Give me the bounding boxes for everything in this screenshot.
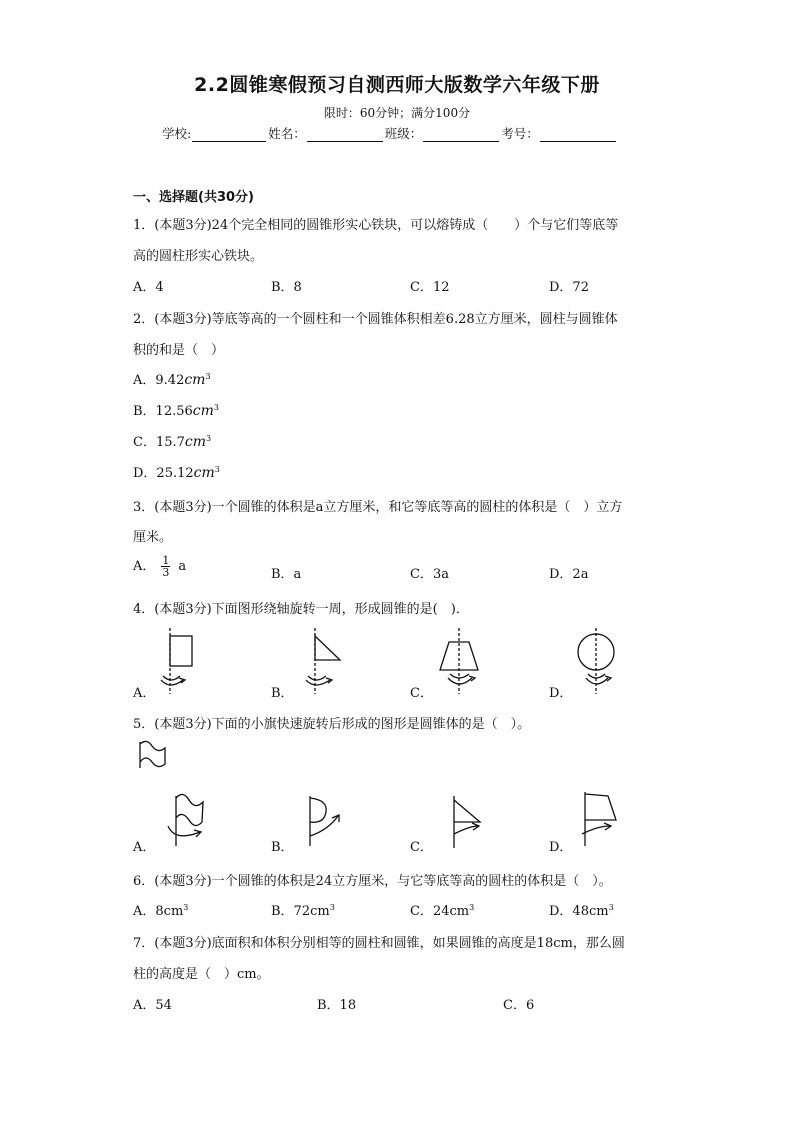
q7-stem-line1: 7．(本题3分)底面积和体积分别相等的圆柱和圆锥，如果圆锥的高度是18cm，那么圆 bbox=[133, 936, 625, 951]
small-flag-icon bbox=[138, 740, 168, 770]
name-blank[interactable] bbox=[307, 129, 383, 142]
q6-option-b[interactable]: B．$72cm^3$ bbox=[271, 903, 335, 919]
q7-option-a[interactable]: A．54 bbox=[133, 998, 172, 1013]
q4-option-a[interactable]: A． bbox=[133, 686, 156, 701]
q2-stem-line2: 积的和是（ ） bbox=[133, 343, 225, 358]
q5-figure-c-triangle-flag bbox=[448, 796, 490, 848]
q4-option-d[interactable]: D． bbox=[549, 686, 573, 701]
q1-option-a[interactable]: A．4 bbox=[133, 280, 164, 295]
q1-option-c[interactable]: C．12 bbox=[410, 280, 450, 295]
q3-option-d[interactable]: D．2a bbox=[549, 567, 589, 582]
q2-option-d[interactable]: D．$25.12cm^3$ bbox=[133, 465, 220, 481]
page-title: 2.2圆锥寒假预习自测西师大版数学六年级下册 bbox=[194, 74, 600, 96]
q4-option-b[interactable]: B． bbox=[271, 686, 294, 701]
q5-figure-b-semicircle-flag bbox=[302, 790, 348, 846]
exam-meta: 限时：60分钟；满分100分 bbox=[323, 106, 471, 120]
q1-option-d[interactable]: D．72 bbox=[549, 280, 589, 295]
q1-stem-line1: 1．(本题3分)24个完全相同的圆锥形实心铁块，可以熔铸成（ ）个与它们等底等 bbox=[133, 218, 619, 233]
student-info-row bbox=[162, 124, 618, 142]
q2-option-b[interactable]: B．$12.56cm^3$ bbox=[133, 403, 219, 419]
q6-option-d[interactable]: D．$48cm^3$ bbox=[549, 903, 614, 919]
q5-figure-a-wavy-flag bbox=[165, 790, 207, 846]
q5-option-d[interactable]: D． bbox=[549, 840, 573, 855]
q7-option-b[interactable]: B．18 bbox=[317, 998, 357, 1013]
school-blank[interactable] bbox=[192, 129, 266, 142]
q3-stem-line2: 厘米。 bbox=[133, 530, 173, 545]
q4-figure-c-trapezoid bbox=[436, 628, 486, 694]
q6-option-c[interactable]: C．$24cm^3$ bbox=[410, 903, 475, 919]
q6-stem-line1: 6．(本题3分)一个圆锥的体积是24立方厘米，与它等底等高的圆柱的体积是（ ）。 bbox=[133, 874, 612, 889]
q7-option-c[interactable]: C．6 bbox=[503, 998, 535, 1013]
class-label: 班级： bbox=[384, 126, 423, 141]
number-label: 考号： bbox=[501, 126, 539, 141]
q5-option-c[interactable]: C． bbox=[410, 840, 433, 855]
q5-option-b[interactable]: B． bbox=[271, 840, 294, 855]
number-blank[interactable] bbox=[540, 129, 616, 142]
q4-figure-d-circle bbox=[572, 628, 620, 694]
q1-option-b[interactable]: B．8 bbox=[271, 280, 302, 295]
section-title: 一、选择题(共30分) bbox=[133, 190, 254, 205]
q7-stem-line2: 柱的高度是（ ）cm。 bbox=[133, 967, 270, 982]
q5-stem-line1: 5．(本题3分)下面的小旗快速旋转后形成的图形是圆锥体的是（ ）。 bbox=[133, 717, 531, 732]
name-label: 姓名： bbox=[268, 126, 306, 141]
q4-option-c[interactable]: C． bbox=[410, 686, 433, 701]
fraction-one-third: $\frac{1}{3}$ bbox=[162, 554, 170, 579]
q4-stem-line1: 4．(本题3分)下面图形绕轴旋转一周，形成圆锥的是( )． bbox=[133, 602, 469, 617]
school-label: 学校: bbox=[162, 126, 192, 141]
q5-option-a[interactable]: A． bbox=[133, 840, 156, 855]
q4-figure-a-rectangle bbox=[155, 628, 195, 694]
class-blank[interactable] bbox=[423, 129, 499, 142]
q5-figure-d-trapezoid-flag bbox=[578, 790, 620, 846]
q3-stem-line1: 3．(本题3分)一个圆锥的体积是a立方厘米，和它等底等高的圆柱的体积是（ ）立方 bbox=[133, 500, 623, 515]
q2-option-a[interactable]: A．$9.42cm^3$ bbox=[133, 372, 211, 388]
q3-option-a[interactable]: A． $\frac{1}{3}$ a bbox=[133, 554, 187, 579]
q3-option-b[interactable]: B．a bbox=[271, 567, 302, 582]
q4-figure-b-right-triangle bbox=[300, 628, 350, 694]
q6-option-a[interactable]: A．$8cm^3$ bbox=[133, 903, 189, 919]
q2-option-c[interactable]: C．$15.7cm^3$ bbox=[133, 434, 212, 450]
q2-stem-line1: 2．(本题3分)等底等高的一个圆柱和一个圆锥体积相差6.28立方厘米，圆柱与圆锥体 bbox=[133, 312, 618, 327]
q3-option-c[interactable]: C．3a bbox=[410, 567, 449, 582]
q1-stem-line2: 高的圆柱形实心铁块。 bbox=[133, 249, 264, 264]
